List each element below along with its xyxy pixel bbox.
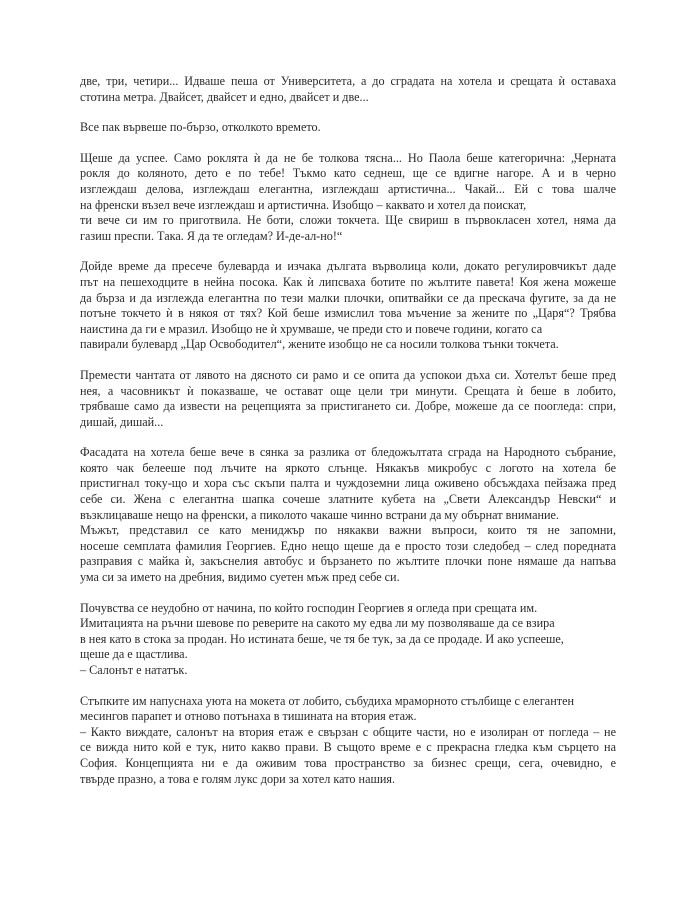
paragraph bbox=[80, 74, 616, 105]
text-line: ти вече си им го приготвила. Не боти, сложи токчета. Ще свириш в първокласен хотел, няма да bbox=[80, 213, 616, 228]
text-line: две, три, четири... Идваше пеша от Университета, а до сградата на хотела и срещата ѝ оставаха bbox=[80, 74, 616, 88]
text-line: твърде празно, а това е голям лукс дори за хотел като нашия. bbox=[80, 771, 396, 786]
text-line: Стъпките им напуснаха уюта на мокета от лобито, събудиха мраморното стълбище с елегантен bbox=[80, 693, 575, 708]
text-line: път на пешеходците в нейна посока. Как ѝ липсваха ботите по жълтите павета! Коя жена можеше bbox=[80, 274, 616, 289]
text-line: потъне токчето ѝ в някоя от тях? Кой беше измислил това мъчение за жените по „Царя“? Трябва bbox=[80, 306, 616, 321]
paragraph bbox=[80, 601, 616, 679]
text-line: месингов парапет и отново потънаха в тишината на втория етаж. bbox=[80, 709, 417, 724]
text-line: Мъжът, представил се като мениджър по някакви важни въпроси, които тя не запомни, bbox=[80, 523, 616, 538]
text-line: газиш преспи. Така. Я да те огледам? И-де-ал-но!“ bbox=[80, 228, 343, 243]
text-line: Имитацията на ръчни шевове по реверите на сакото му едва ли му позволяваше да се взира bbox=[80, 616, 555, 631]
document-page bbox=[80, 74, 616, 802]
text-line: Дойде време да пресече булеварда и изчака дългата върволица коли, докато регулировчикът даде bbox=[80, 259, 616, 274]
text-line: наистина да ги е мразил. Изобщо не ѝ хрумваше, че преди сто и повече години, когато са bbox=[80, 321, 543, 336]
text-line: Все пак вървеше по-бързо, отколкото времето. bbox=[80, 120, 321, 135]
text-line: пристигнал току-що и хора със скъпи палта и чуждоземни лица оживено обсъждаха пейзажа пред bbox=[80, 476, 616, 491]
text-line: която чак белееше под лъчите на яркото слънце. Някакъв микробус с логото на хотела бе bbox=[80, 460, 616, 475]
text-line: ума си за името на дребния, видимо суетен мъж пред себе си. bbox=[80, 570, 400, 585]
text-line: София. Концепцията ни е да оживим това пространство за бизнес срещи, сега, очевидно, е bbox=[80, 755, 616, 770]
paragraph bbox=[80, 368, 616, 430]
paragraph bbox=[80, 445, 616, 585]
text-line: разправия с майка ѝ, закъснелия автобус и бързането по жълтите плочки поне нямаше да напъва bbox=[80, 554, 616, 569]
paragraph bbox=[80, 259, 616, 353]
text-line: – Салонът е нататък. bbox=[80, 663, 188, 677]
text-line: трябваше само да извести на рецепцията за пристигането си. Добре, можеше да се поогледа: спри, bbox=[80, 399, 616, 414]
text-line: изглеждаш делова, изглеждаш елегантна, изглеждаш артистична... Чакай... Ей с това шалче bbox=[80, 181, 616, 196]
text-line: възклицаваше нещо на френски, а пиколото чакаше чинно встрани да му обърнат внимание. bbox=[80, 507, 559, 522]
text-line: рокля до коляното, дето е по тебе! Тъкмо като седнеш, ще се вдигне нагоре. А и в черно bbox=[80, 166, 616, 181]
text-line: себе си. Жена с елегантна шапка сочеше златните кубета на „Свети Александър Невски“ и bbox=[80, 492, 616, 507]
text-line: стотина метра. Двайсет, двайсет и едно, двайсет и две... bbox=[80, 89, 369, 104]
paragraph bbox=[80, 120, 616, 136]
text-line: нея, а часовникът ѝ показваше, че остават още цели три минути. Срещата ѝ беше в лобито, bbox=[80, 383, 616, 398]
text-line: Щеше да успее. Само роклята ѝ да не бе толкова тясна... Но Паола беше категорична: „Черната bbox=[80, 150, 616, 165]
text-line: на френски възел вече изглеждаш и артистична. Изобщо – каквато и хотел да поискат, bbox=[80, 197, 527, 212]
paragraph bbox=[80, 151, 616, 245]
text-line: – Както виждате, салонът на втория етаж е свързан с общите части, но е изолиран от погледа – не bbox=[80, 724, 616, 739]
text-line: павирали булевард „Цар Освободител“, жените изобщо не са носили толкова тънки токчета. bbox=[80, 337, 559, 352]
text-line: Почувства се неудобно от начина, по който господин Георгиев я огледа при срещата им. bbox=[80, 600, 538, 615]
text-line: Премести чантата от лявото на дясното си рамо и се опита да успокои дъха си. Хотелът беше пред bbox=[80, 367, 616, 382]
text-line: носеше семплата фамилия Георгиев. Едно нещо щеше да е просто този следобед – след поредната bbox=[80, 538, 616, 553]
text-line: в нея като в стока за продан. Но истината беше, че тя бе тук, за да се продаде. И ако успееше, bbox=[80, 631, 564, 646]
text-line: се вижда нито кой е тук, нито какво прави. В същото време е с прекрасна гледка към сърцето на bbox=[80, 740, 616, 755]
text-line: дишай, дишай... bbox=[80, 414, 164, 429]
text-line: щеше да е щастлива. bbox=[80, 647, 188, 662]
text-line: да бърза и да изглежда елегантна по тези малки плочки, опитвайки се да прескача фугите, за да не bbox=[80, 290, 616, 305]
text-line: Фасадата на хотела беше вече в сянка за разлика от бледожълтата сграда на Народното събрание, bbox=[80, 445, 616, 460]
paragraph bbox=[80, 694, 616, 788]
